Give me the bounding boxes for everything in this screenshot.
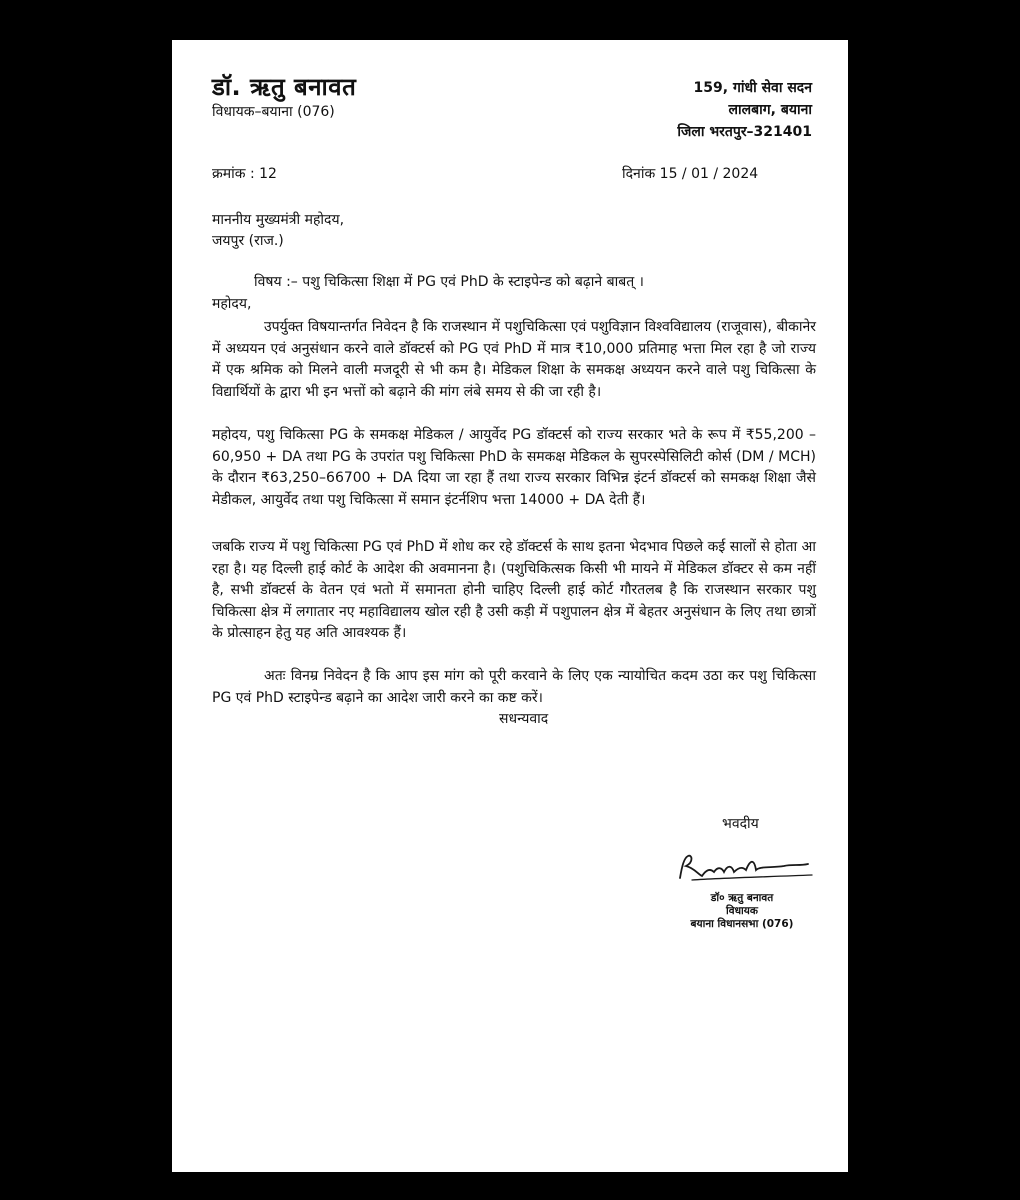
- thanks-text: सधन्यवाद: [499, 711, 549, 727]
- recipient-line-2: जयपुर (राज.): [212, 233, 284, 249]
- signature-stamp: [642, 892, 842, 931]
- paragraph-3: जबकि राज्य में पशु चिकित्सा PG एवं PhD में शोध कर रहे डॉक्टर्स के साथ इतना भेदभाव पिछले कई सालों से होता आ रहा है। यह दिल्ली हाई कोर्ट के आदेश की अवमानना है। (पशुचिकित्सक किसी भी मायने में मेडिकल डॉक्टर से कम नहीं है, सभी डॉक्टर्स के वेतन एवं भतो में समानता होनी चाहिए दिल्ली हाई कोर्ट गौरतलब है कि राजस्थान सरकार पशु चिकित्सा क्षेत्र में लगातार नए महाविद्यालय खोल रही है उसी कड़ी में पशुपालन क्षेत्र में बेहतर अनुसंधान के लिए तथा छात्रों के प्रोत्साहन हेतु यह अति आवश्यक हैं।: [212, 539, 816, 641]
- address-line-3: जिला भरतपुर–321401: [677, 124, 812, 140]
- subject-line: विषय :– पशु चिकित्सा शिक्षा में PG एवं PhD के स्टाइपेन्ड को बढ़ाने बाबत् ।: [254, 274, 644, 290]
- reference-number: क्रमांक : 12: [212, 166, 277, 182]
- handwritten-signature: [672, 848, 822, 888]
- address-line-2: लालबाग, बयाना: [728, 102, 812, 118]
- letter-page: [172, 40, 848, 1172]
- stamp-constituency: बयाना विधानसभा (076): [690, 918, 794, 930]
- sender-designation: विधायक–बयाना (076): [212, 104, 335, 120]
- address-line-1: 159, गांधी सेवा सदन: [693, 80, 812, 96]
- stamp-name: डॉ० ऋतु बनावत: [710, 892, 774, 904]
- yours-text: भवदीय: [722, 816, 759, 832]
- paragraph-2: महोदय, पशु चिकित्सा PG के समकक्ष मेडिकल / आयुर्वेद PG डॉक्टर्स को राज्य सरकार भते के रूप में ₹55,200 – 60,950 + DA तथा PG के उपरांत पशु चिकित्सा PhD के समकक्ष मेडिकल के सुपरस्पेसिलिटी कोर्स (DM / MCH) के दौरान ₹63,250–66700 + DA दिया जा रहा हैं तथा राज्य सरकार विभिन्न इंटर्न डॉक्टर्स को समकक्ष शिक्षा जैसे मेडीकल, आयुर्वेद तथा पशु चिकित्सा में समान इंटर्नशिप भत्ता 14000 + DA देती हैं।: [212, 427, 816, 508]
- paragraph-1: उपर्युक्त विषयान्तर्गत निवेदन है कि राजस्थान में पशुचिकित्सा एवं पशुविज्ञान विश्वविद्यालय (राजूवास), बीकानेर में अध्ययन एवं अनुसंधान करने वाले डॉक्टर्स को PG एवं PhD में मात्र ₹10,000 प्रतिमाह भत्ता मिल रहा है जो राज्य में एक श्रमिक को मिलने वाली मजदूरी से भी कम है। मेडिकल शिक्षा के समकक्ष अध्ययन करने वाले पशु चिकित्सा के विद्यार्थियों के द्वारा भी इन भत्तों को बढ़ाने की मांग लंबे समय से की जा रही है।: [212, 319, 816, 400]
- paragraph-4: अतः विनम्र निवेदन है कि आप इस मांग को पूरी करवाने के लिए एक न्यायोचित कदम उठा कर पशु चिकित्सा PG एवं PhD स्टाइपेन्ड बढ़ाने का आदेश जारी करने का कष्ट करें।: [212, 668, 816, 706]
- letter-date: दिनांक 15 / 01 / 2024: [622, 166, 759, 182]
- recipient-line-1: माननीय मुख्यमंत्री महोदय,: [212, 212, 345, 228]
- stamp-designation: विधायक: [726, 905, 758, 917]
- salutation: महोदय,: [212, 296, 252, 312]
- sender-name: डॉ. ऋतु बनावत: [212, 73, 357, 101]
